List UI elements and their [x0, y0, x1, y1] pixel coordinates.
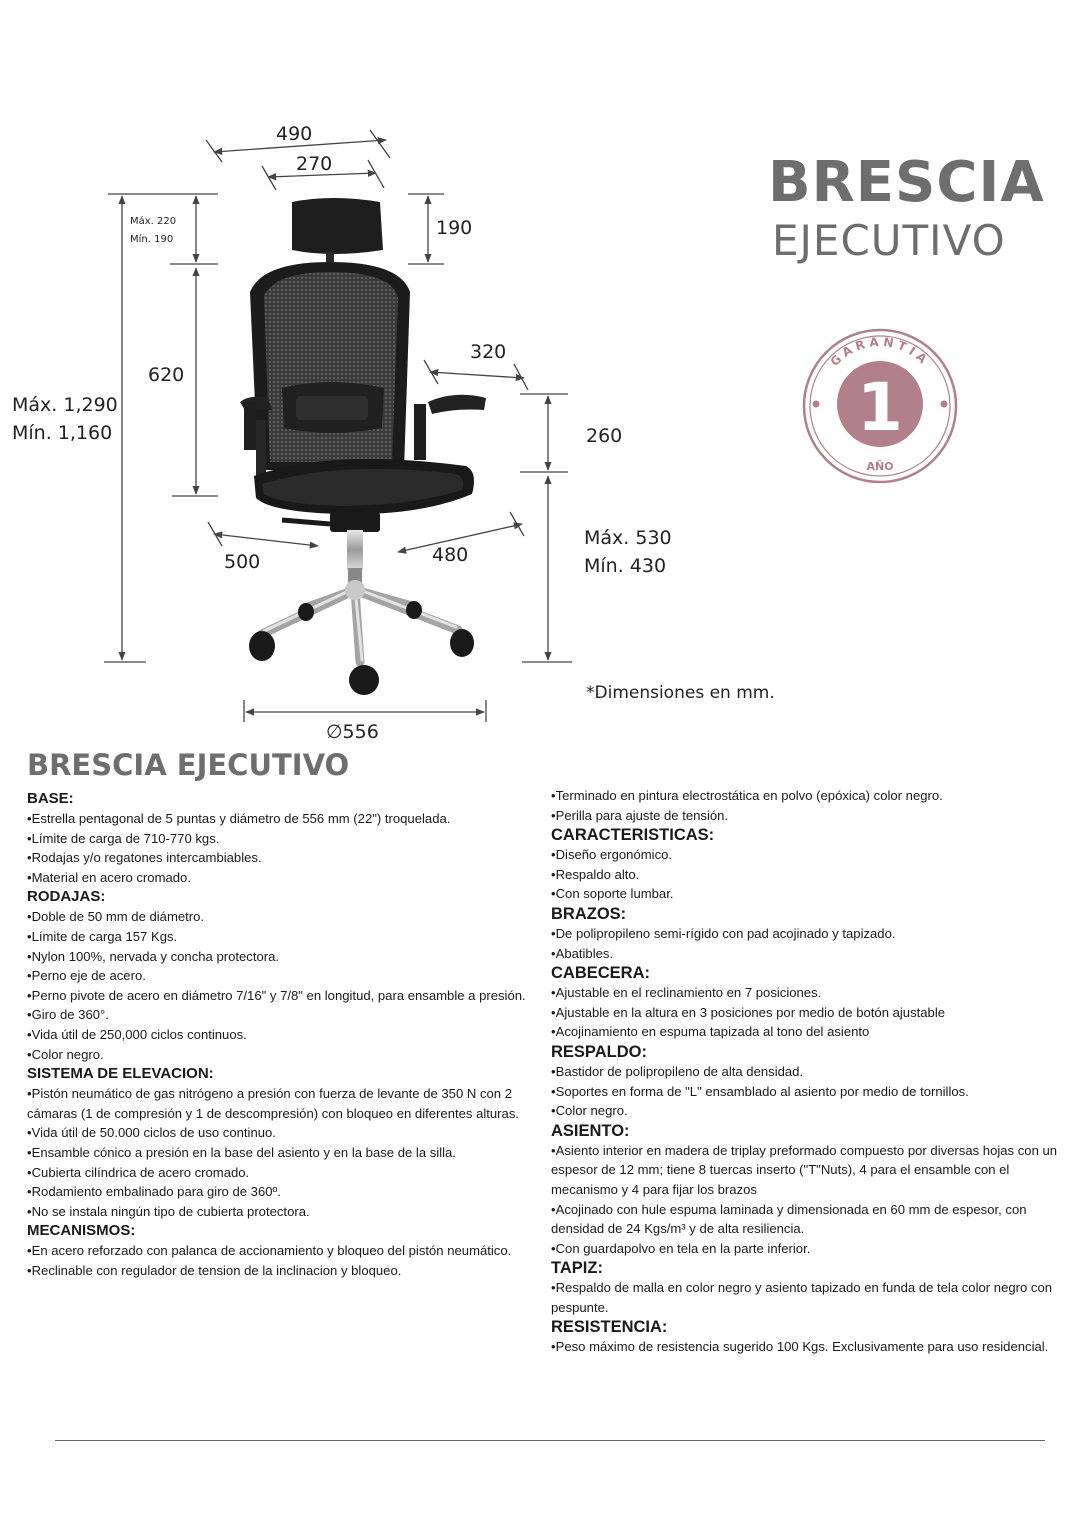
- spec-item: •Acojinado con hule espuma laminada y dimensionada en 60 mm de espesor, con densidad de 24 Kgs/m³ y de alta resiliencia.: [551, 1201, 1027, 1237]
- dim-620-label: 620: [148, 364, 185, 386]
- warranty-label-top: GARANTÍA: [827, 334, 933, 369]
- spec-section-heading: BRAZOS:: [551, 904, 627, 923]
- spec-item: •Terminado en pintura electrostática en polvo (epóxica) color negro.: [551, 788, 943, 803]
- spec-item: •Soportes en forma de "L" ensamblado al asiento por medio de tornillos.: [551, 1083, 969, 1099]
- specs-title: [27, 748, 349, 782]
- spec-item: •Cubierta cilíndrica de acero cromado.: [27, 1164, 250, 1180]
- warranty-number: 1: [857, 369, 903, 446]
- spec-item: •Límite de carga de 710-770 kgs.: [27, 830, 220, 846]
- specs-title-bold: BRESCIA: [27, 748, 167, 782]
- spec-item: •Abatibles.: [551, 945, 614, 961]
- spec-item: •Nylon 100%, nervada y concha protectora.: [27, 948, 280, 964]
- warranty-badge: [804, 330, 956, 482]
- dim-base-diameter-label: ∅556: [326, 721, 379, 743]
- warranty-label-bottom: AÑO: [866, 460, 894, 473]
- spec-section-heading: RESPALDO:: [551, 1042, 647, 1061]
- spec-item: •Respaldo de malla en color negro y asiento tapizado en funda de tela color negro con pespunte.: [551, 1280, 1053, 1315]
- spec-item: •Pistón neumático de gas nitrógeno a presión con fuerza de levante de 350 N con 2 cámaras (1 de compresión y 1 de descompresión) con bloqueo en diferentes alturas.: [27, 1086, 520, 1121]
- spec-section-heading: TAPIZ:: [551, 1259, 603, 1278]
- dim-headrest-max-label: Máx. 220: [130, 216, 177, 227]
- spec-item: •Bastidor de polipropileno de alta densidad.: [551, 1063, 804, 1079]
- dim-480-label: 480: [432, 544, 469, 566]
- dim-190-label: 190: [436, 217, 473, 239]
- spec-item: •Con guardapolvo en tela en la parte inferior.: [551, 1240, 811, 1256]
- spec-section-heading: CABECERA:: [551, 964, 650, 983]
- spec-item: •Diseño ergonómico.: [551, 847, 673, 863]
- dim-490-label: 490: [276, 123, 313, 145]
- spec-item: •Color negro.: [551, 1103, 628, 1119]
- spec-item: •No se instala ningún tipo de cubierta protectora.: [27, 1203, 310, 1219]
- spec-item: •Perno pivote de acero en diámetro 7/16" y 7/8" en longitud, para ensamble a presión.: [27, 987, 526, 1003]
- bottom-divider: [55, 1440, 1045, 1441]
- spec-item: •Rodajas y/o regatones intercambiables.: [27, 850, 262, 866]
- spec-item: •Doble de 50 mm de diámetro.: [27, 909, 205, 925]
- spec-item: •De polipropileno semi-rígido con pad acojinado y tapizado.: [551, 925, 896, 941]
- spec-section-heading: RODAJAS:: [27, 888, 106, 906]
- product-line: EJECUTIVO: [772, 216, 1006, 265]
- dim-total-height-min-label: Mín. 1,160: [12, 422, 113, 444]
- spec-item: •Estrella pentagonal de 5 puntas y diámetro de 556 mm (22") troquelada.: [27, 811, 451, 826]
- spec-section-heading: MECANISMOS:: [27, 1222, 136, 1240]
- spec-section-heading: SISTEMA DE ELEVACION:: [27, 1065, 214, 1083]
- dim-320-label: 320: [470, 341, 507, 363]
- spec-item: •Rodamiento embalinado para giro de 360º.: [27, 1184, 281, 1200]
- spec-item: •Ajustable en la altura en 3 posiciones por medio de botón ajustable: [551, 1004, 946, 1020]
- specs-right-column: [551, 786, 1067, 1357]
- chair-illustration: [240, 198, 486, 695]
- dim-seat-height-max-label: Máx. 530: [584, 527, 672, 549]
- product-name: BRESCIA: [768, 150, 1045, 215]
- dim-seat-height-min-label: Mín. 430: [584, 555, 667, 577]
- dim-500-label: 500: [224, 551, 261, 573]
- dim-headrest-min-label: Mín. 190: [130, 234, 174, 245]
- spec-item: •En acero reforzado con palanca de accionamiento y bloqueo del pistón neumático.: [27, 1243, 512, 1259]
- dim-270-label: 270: [296, 153, 333, 175]
- spec-item: •Material en acero cromado.: [27, 869, 191, 885]
- dim-260-label: 260: [586, 425, 623, 447]
- spec-item: •Giro de 360°.: [27, 1007, 109, 1023]
- specs-left-column: [27, 789, 537, 1280]
- spec-item: •Límite de carga 157 Kgs.: [27, 928, 178, 944]
- spec-section-heading: ASIENTO:: [551, 1121, 630, 1140]
- spec-item: •Ensamble cónico a presión en la base del asiento y en la base de la silla.: [27, 1144, 456, 1160]
- spec-item: •Color negro.: [27, 1046, 104, 1062]
- spec-item: •Acojinamiento en espuma tapizada al tono del asiento: [551, 1024, 870, 1040]
- spec-item: •Peso máximo de resistencia sugerido 100 Kgs. Exclusivamente para uso residencial.: [551, 1339, 1049, 1355]
- spec-item: •Asiento interior en madera de triplay preformado compuesto por diversas hojas con un espesor de 12 mm; tiene 8 tuercas inserto ("T"Nuts), 4 para el ensamble con el mecanismo y 4 para fijar los brazos: [551, 1142, 1058, 1197]
- spec-item: •Con soporte lumbar.: [551, 886, 674, 902]
- spec-item: •Vida útil de 50.000 ciclos de uso continuo.: [27, 1125, 276, 1141]
- spec-item: •Vida útil de 250,000 ciclos continuos.: [27, 1026, 247, 1042]
- dim-total-height-max-label: Máx. 1,290: [12, 394, 118, 416]
- spec-item: •Reclinable con regulador de tension de la inclinacion y bloqueo.: [27, 1262, 402, 1278]
- spec-section-heading: CARACTERISTICAS:: [551, 826, 715, 845]
- dimensions-note: *Dimensiones en mm.: [586, 683, 775, 703]
- spec-section-heading: RESISTENCIA:: [551, 1318, 668, 1337]
- specs-title-light: EJECUTIVO: [166, 748, 350, 782]
- spec-section-heading: BASE:: [27, 790, 74, 807]
- spec-item: •Perilla para ajuste de tensión.: [551, 807, 729, 823]
- chair-dimension-diagram: [0, 0, 1080, 745]
- spec-item: •Respaldo alto.: [551, 866, 640, 882]
- spec-item: •Perno eje de acero.: [27, 968, 146, 984]
- spec-item: •Ajustable en el reclinamiento en 7 posiciones.: [551, 985, 822, 1001]
